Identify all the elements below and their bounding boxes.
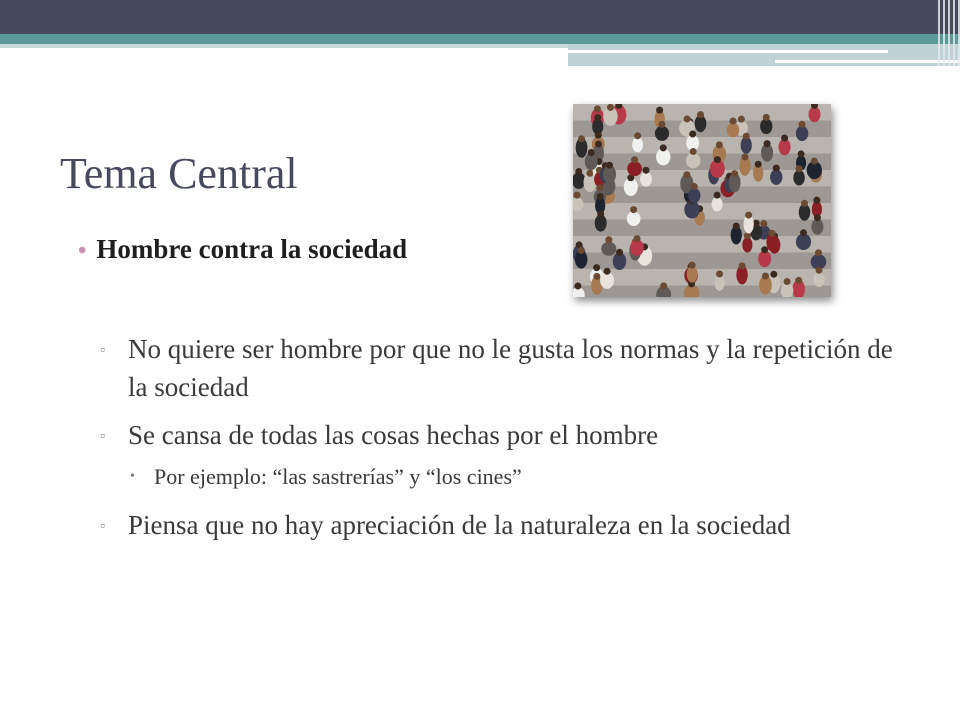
header-white-line	[568, 50, 888, 53]
crowd-photo	[573, 104, 831, 297]
sub-bullet-text: Se cansa de todas las cosas hechas por el hombre	[128, 420, 659, 450]
header-line	[943, 0, 945, 66]
square-bullet-icon: ▫	[100, 343, 105, 358]
header-teal-strip	[0, 34, 960, 44]
sub-bullet-text: No quiere ser hombre por que no le gusta los normas y la repetición de la sociedad	[128, 334, 893, 402]
square-bullet-icon: ▫	[100, 429, 105, 444]
bullet-text: Hombre contra la sociedad	[96, 234, 408, 264]
header-line	[938, 0, 940, 66]
sub-sub-bullet-item	[130, 462, 522, 492]
header-line	[953, 0, 955, 66]
header-line	[948, 0, 950, 66]
sub-bullet-item	[100, 330, 910, 406]
sub-bullet-text: Piensa que no hay apreciación de la naturaleza en la sociedad	[128, 510, 791, 540]
slide-title: Tema Central	[60, 149, 298, 198]
header-light-strip	[0, 44, 568, 48]
sub-sub-bullet-text: Por ejemplo: “las sastrerías” y “los cines”	[154, 464, 522, 489]
bullet-item	[78, 234, 407, 265]
stair-step	[573, 137, 831, 154]
header-vertical-lines	[932, 0, 960, 66]
crowd-photo-art	[573, 104, 831, 297]
square-bullet-icon: ▫	[100, 519, 105, 534]
bullet-dot-icon: •	[78, 238, 87, 264]
header-dark-strip	[0, 0, 960, 34]
sub-bullet-item	[100, 416, 910, 456]
dot-bullet-icon: •	[130, 469, 135, 484]
sub-bullet-item	[100, 506, 910, 546]
